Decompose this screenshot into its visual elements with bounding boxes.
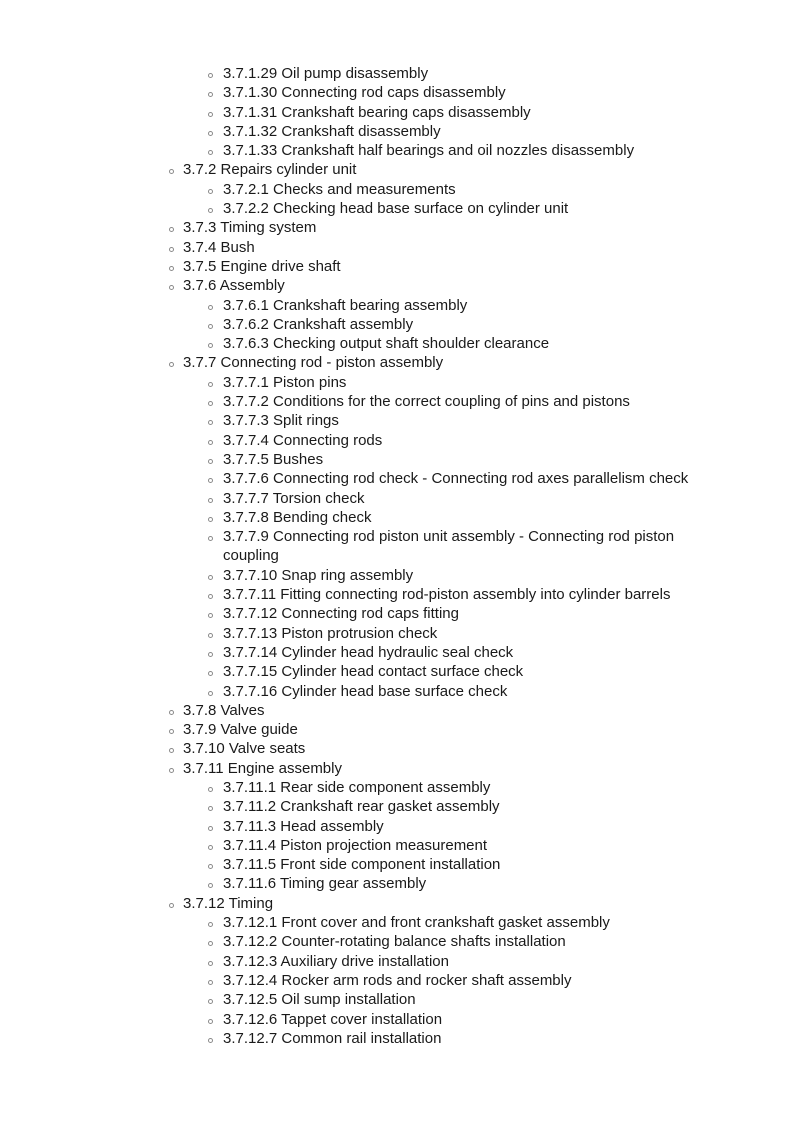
bullet-icon xyxy=(169,710,174,715)
toc-entry-label: 3.7.7.12 Connecting rod caps fitting xyxy=(223,605,459,623)
bullet-icon xyxy=(208,980,213,985)
toc-subsection-link[interactable] xyxy=(0,315,723,334)
toc-subsection-link[interactable] xyxy=(0,797,723,816)
bullet-icon xyxy=(169,903,174,908)
toc-entry-label: 3.7.7.2 Conditions for the correct coupling of pins and pistons xyxy=(223,393,630,411)
toc-subsection-link[interactable] xyxy=(0,855,723,874)
bullet-icon xyxy=(208,382,213,387)
toc-subsection-link[interactable] xyxy=(0,450,723,469)
toc-subsection-link[interactable] xyxy=(0,296,723,315)
toc-entry-label: 3.7.7.9 Connecting rod piston unit assembly - Connecting rod piston coupling xyxy=(223,528,675,565)
bullet-icon xyxy=(208,517,213,522)
toc-entry-label: 3.7.1.33 Crankshaft half bearings and oil nozzles disassembly xyxy=(223,142,635,160)
bullet-icon xyxy=(208,864,213,869)
bullet-icon xyxy=(208,1038,213,1043)
toc-subsection-link[interactable] xyxy=(0,585,723,604)
toc-entry-label: 3.7.10 Valve seats xyxy=(183,740,306,758)
toc-subsection-link[interactable] xyxy=(0,990,723,1009)
bullet-icon xyxy=(208,343,213,348)
toc-entry-label: 3.7.1.32 Crankshaft disassembly xyxy=(223,122,441,140)
toc-entry-label: 3.7.11.6 Timing gear assembly xyxy=(223,875,427,893)
bullet-icon xyxy=(208,536,213,541)
toc-section-link[interactable] xyxy=(0,160,743,179)
bullet-icon xyxy=(208,92,213,97)
toc-entry-label: 3.7.7.4 Connecting rods xyxy=(223,431,383,449)
toc-entry-label: 3.7.7.10 Snap ring assembly xyxy=(223,566,414,584)
toc-entry-label: 3.7.12.6 Tappet cover installation xyxy=(223,1010,443,1028)
toc-entry-label: 3.7.9 Valve guide xyxy=(183,721,298,739)
toc-subsection-link[interactable] xyxy=(0,508,723,527)
toc-entry-label: 3.7.7.7 Torsion check xyxy=(223,489,365,507)
toc-entry-label: 3.7.1.30 Connecting rod caps disassembly xyxy=(223,84,506,102)
toc-entry-label: 3.7.7.6 Connecting rod check - Connecting rod axes parallelism check xyxy=(223,470,689,488)
toc-entry-label: 3.7.2 Repairs cylinder unit xyxy=(183,161,357,179)
toc-section-link[interactable] xyxy=(0,238,743,257)
toc-section-link[interactable] xyxy=(0,739,743,758)
bullet-icon xyxy=(169,247,174,252)
toc-subsection-link[interactable] xyxy=(0,874,723,893)
toc-entry-label: 3.7.12.1 Front cover and front crankshaft gasket assembly xyxy=(223,914,610,932)
toc-subsection-link[interactable] xyxy=(0,411,723,430)
bullet-icon xyxy=(208,459,213,464)
toc-entry-label: 3.7.11.2 Crankshaft rear gasket assembly xyxy=(223,798,500,816)
toc-subsection-link[interactable] xyxy=(0,662,723,681)
toc-subsection-link[interactable] xyxy=(0,624,723,643)
toc-section-link[interactable] xyxy=(0,257,743,276)
bullet-icon xyxy=(169,768,174,773)
toc-subsection-link[interactable] xyxy=(0,431,723,450)
toc-entry-label: 3.7.1.29 Oil pump disassembly xyxy=(223,65,429,82)
bullet-icon xyxy=(208,941,213,946)
toc-subsection-link[interactable] xyxy=(0,527,723,566)
toc-subsection-link[interactable] xyxy=(0,469,723,488)
toc-subsection-link[interactable] xyxy=(0,604,723,623)
bullet-icon xyxy=(208,324,213,329)
toc-entry-label: 3.7.7.15 Cylinder head contact surface check xyxy=(223,663,524,681)
toc-subsection-link[interactable] xyxy=(0,392,723,411)
bullet-icon xyxy=(208,498,213,503)
toc-section-link[interactable] xyxy=(0,276,743,295)
toc-entry-label: 3.7.7.8 Bending check xyxy=(223,508,372,526)
bullet-icon xyxy=(208,826,213,831)
bullet-icon xyxy=(208,691,213,696)
toc-entry-label: 3.7.8 Valves xyxy=(183,701,265,719)
toc-subsection-link[interactable] xyxy=(0,952,723,971)
toc-subsection-link[interactable] xyxy=(0,489,723,508)
toc-entry-label: 3.7.6 Assembly xyxy=(183,277,285,295)
toc-subsection-link[interactable] xyxy=(0,971,723,990)
toc-entry-label: 3.7.12 Timing xyxy=(183,894,274,912)
bullet-icon xyxy=(208,575,213,580)
toc-entry-label: 3.7.5 Engine drive shaft xyxy=(183,257,341,275)
bullet-icon xyxy=(208,131,213,136)
bullet-icon xyxy=(208,845,213,850)
bullet-icon xyxy=(208,189,213,194)
toc-entry-label: 3.7.11.3 Head assembly xyxy=(223,817,384,835)
toc-entry-label: 3.7.7.13 Piston protrusion check xyxy=(223,624,438,642)
toc-subsection-link[interactable] xyxy=(0,913,723,932)
table-of-contents xyxy=(0,64,794,1048)
toc-entry-label: 3.7.7.16 Cylinder head base surface check xyxy=(223,682,508,700)
bullet-icon xyxy=(208,806,213,811)
bullet-icon xyxy=(208,613,213,618)
bullet-icon xyxy=(208,1019,213,1024)
toc-subsection-link[interactable] xyxy=(0,141,723,160)
toc-entry-label: 3.7.11.1 Rear side component assembly xyxy=(223,778,491,796)
toc-entry-label: 3.7.7.11 Fitting connecting rod-piston assembly into cylinder barrels xyxy=(223,586,671,604)
toc-section-link[interactable] xyxy=(0,353,743,372)
toc-entry-label: 3.7.1.31 Crankshaft bearing caps disassembly xyxy=(223,103,531,121)
toc-entry-label: 3.7.7 Connecting rod - piston assembly xyxy=(183,354,444,372)
bullet-icon xyxy=(169,729,174,734)
toc-subsection-link[interactable] xyxy=(0,122,723,141)
toc-entry-label: 3.7.7.5 Bushes xyxy=(223,450,324,468)
bullet-icon xyxy=(169,266,174,271)
toc-entry-label: 3.7.11.4 Piston projection measurement xyxy=(223,836,488,854)
toc-entry-label: 3.7.6.1 Crankshaft bearing assembly xyxy=(223,296,468,314)
bullet-icon xyxy=(208,652,213,657)
bullet-icon xyxy=(169,748,174,753)
toc-entry-label: 3.7.12.2 Counter-rotating balance shafts installation xyxy=(223,933,566,951)
toc-section-link[interactable] xyxy=(0,759,743,778)
toc-subsection-link[interactable] xyxy=(0,180,723,199)
toc-entry-label: 3.7.7.1 Piston pins xyxy=(223,373,347,391)
toc-section-link[interactable] xyxy=(0,720,743,739)
bullet-icon xyxy=(208,420,213,425)
toc-subsection-link[interactable] xyxy=(0,566,723,585)
toc-subsection-link[interactable] xyxy=(0,817,723,836)
bullet-icon xyxy=(169,362,174,367)
bullet-icon xyxy=(208,671,213,676)
toc-section-link[interactable] xyxy=(0,701,743,720)
toc-subsection-link[interactable] xyxy=(0,932,723,951)
toc-subsection-link[interactable] xyxy=(0,334,723,353)
toc-subsection-link[interactable] xyxy=(0,373,723,392)
toc-entry-label: 3.7.12.4 Rocker arm rods and rocker shaft assembly xyxy=(223,971,572,989)
toc-subsection-link[interactable] xyxy=(0,1010,723,1029)
bullet-icon xyxy=(208,401,213,406)
toc-subsection-link[interactable] xyxy=(0,778,723,797)
toc-entry-label: 3.7.6.2 Crankshaft assembly xyxy=(223,315,414,333)
bullet-icon xyxy=(208,208,213,213)
bullet-icon xyxy=(208,112,213,117)
toc-subsection-link[interactable] xyxy=(0,1029,723,1048)
toc-entry-label: 3.7.2.2 Checking head base surface on cylinder unit xyxy=(223,200,569,218)
toc-subsection-link[interactable] xyxy=(0,199,723,218)
toc-section-link[interactable] xyxy=(0,218,743,237)
toc-subsection-link[interactable] xyxy=(0,103,723,122)
bullet-icon xyxy=(208,961,213,966)
toc-entry-label: 3.7.11.5 Front side component installation xyxy=(223,856,501,874)
toc-entry-label: 3.7.6.3 Checking output shaft shoulder clearance xyxy=(223,335,550,353)
bullet-icon xyxy=(208,305,213,310)
toc-subsection-link[interactable] xyxy=(0,682,723,701)
toc-subsection-link[interactable] xyxy=(0,83,723,102)
bullet-icon xyxy=(208,787,213,792)
bullet-icon xyxy=(208,150,213,155)
toc-entry-label: 3.7.3 Timing system xyxy=(183,219,317,237)
toc-entry-label: 3.7.12.3 Auxiliary drive installation xyxy=(223,952,449,970)
toc-section-link[interactable] xyxy=(0,894,743,913)
toc-entry-label: 3.7.2.1 Checks and measurements xyxy=(223,180,456,198)
bullet-icon xyxy=(169,285,174,290)
bullet-icon xyxy=(208,633,213,638)
toc-entry-label: 3.7.12.5 Oil sump installation xyxy=(223,991,416,1009)
toc-entry-label: 3.7.4 Bush xyxy=(183,238,255,256)
toc-subsection-link[interactable] xyxy=(0,643,723,662)
toc-entry-label: 3.7.7.3 Split rings xyxy=(223,412,339,430)
toc-subsection-link[interactable] xyxy=(0,836,723,855)
bullet-icon xyxy=(169,169,174,174)
bullet-icon xyxy=(208,594,213,599)
bullet-icon xyxy=(169,227,174,232)
toc-entry-label: 3.7.7.14 Cylinder head hydraulic seal check xyxy=(223,643,514,661)
bullet-icon xyxy=(208,999,213,1004)
bullet-icon xyxy=(208,922,213,927)
toc-entry-label: 3.7.11 Engine assembly xyxy=(183,759,342,777)
bullet-icon xyxy=(208,478,213,483)
bullet-icon xyxy=(208,73,213,78)
toc-subsection-link[interactable] xyxy=(0,64,723,83)
toc-entry-label: 3.7.12.7 Common rail installation xyxy=(223,1029,442,1047)
bullet-icon xyxy=(208,440,213,445)
bullet-icon xyxy=(208,883,213,888)
